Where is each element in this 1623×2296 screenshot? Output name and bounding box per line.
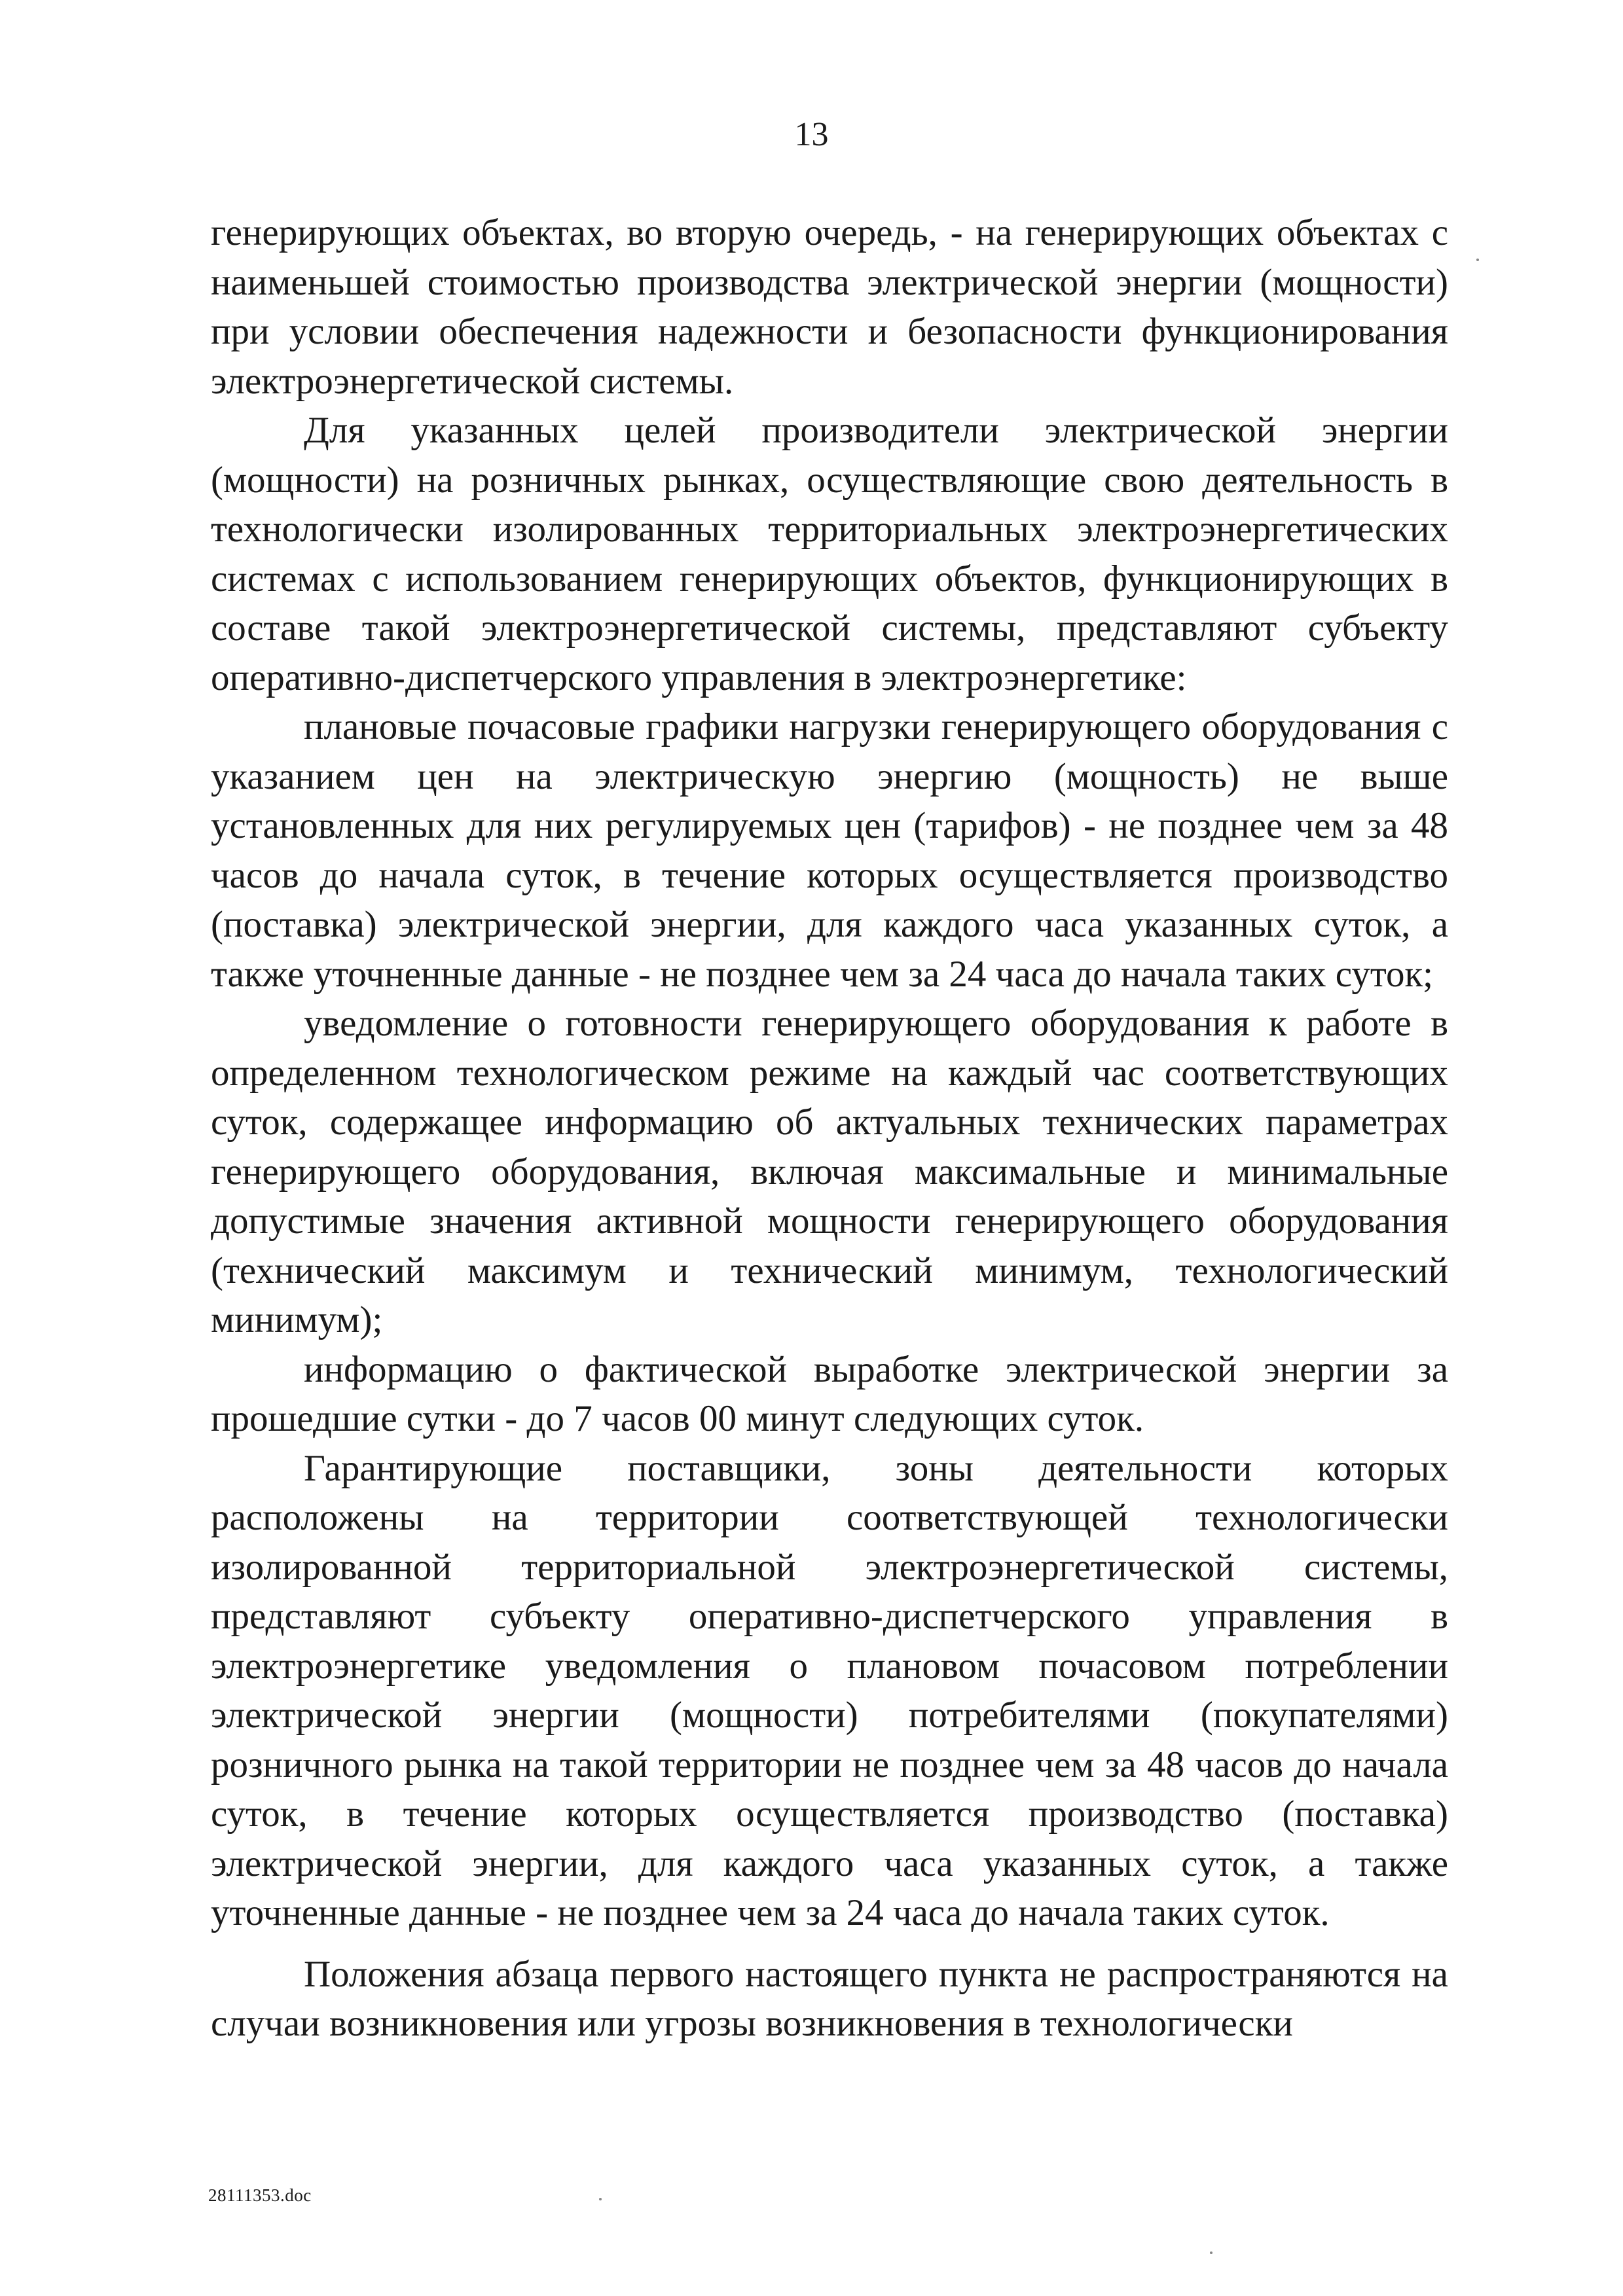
footer-doc-id: 28111353.doc xyxy=(208,2185,312,2205)
paragraph-2: Для указанных целей производители электрической энергии (мощности) на розничных рынках, осуществляющие свою деятельность в технологически изолированных территориальных электроэнергетических системах с использованием генерирующих объектов, функционирующих в составе такой электроэнергетической системы, представляют субъекту оперативно-диспетчерского управления в электроэнергетике: xyxy=(211,410,1448,698)
scan-speck xyxy=(1476,259,1479,261)
paragraph-1: генерирующих объектах, во вторую очередь, - на генерирующих объектах с наименьшей стоимостью производства электрической энергии (мощности) при условии обеспечения надежности и безопасности функционирования электроэнергетической системы. xyxy=(211,212,1448,402)
paragraph-6: Гарантирующие поставщики, зоны деятельности которых расположены на территории соответствующей технологически изолированной территориальной электроэнергетической системы, представляют субъекту оперативно-диспетчерского управления в электроэнергетике уведомления о плановом почасовом потреблении электрической энергии (мощности) потребителями (покупателями) розничного рынка на такой территории не позднее чем за 48 часов до начала суток, в течение которых осуществляется производство (поставка) электрической энергии, для каждого часа указанных суток, а также уточненные данные - не позднее чем за 24 часа до начала таких суток. xyxy=(211,1447,1448,1933)
scan-speck xyxy=(599,2198,602,2200)
page-number: 13 xyxy=(794,116,829,153)
scan-speck xyxy=(1210,2251,1213,2254)
document-body xyxy=(211,208,1448,2049)
paragraph-5: информацию о фактической выработке электрической энергии за прошедшие сутки - до 7 часов 00 минут следующих суток. xyxy=(211,1348,1448,1439)
paragraph-3: плановые почасовые графики нагрузки генерирующего оборудования с указанием цен на электрическую энергию (мощность) не выше установленных для них регулируемых цен (тарифов) - не позднее чем за 48 часов до начала суток, в течение которых осуществляется производство (поставка) электрической энергии, для каждого часа указанных суток, а также уточненные данные - не позднее чем за 24 часа до начала таких суток; xyxy=(211,706,1448,995)
paragraph-7: Положения абзаца первого настоящего пункта не распространяются на случаи возникновения или угрозы возникновения в технологически xyxy=(211,1953,1448,2044)
paragraph-4: уведомление о готовности генерирующего оборудования к работе в определенном технологическом режиме на каждый час соответствующих суток, содержащее информацию об актуальных технических параметрах генерирующего оборудования, включая максимальные и минимальные допустимые значения активной мощности генерирующего оборудования (технический максимум и технический минимум, технологический минимум); xyxy=(211,1003,1448,1340)
